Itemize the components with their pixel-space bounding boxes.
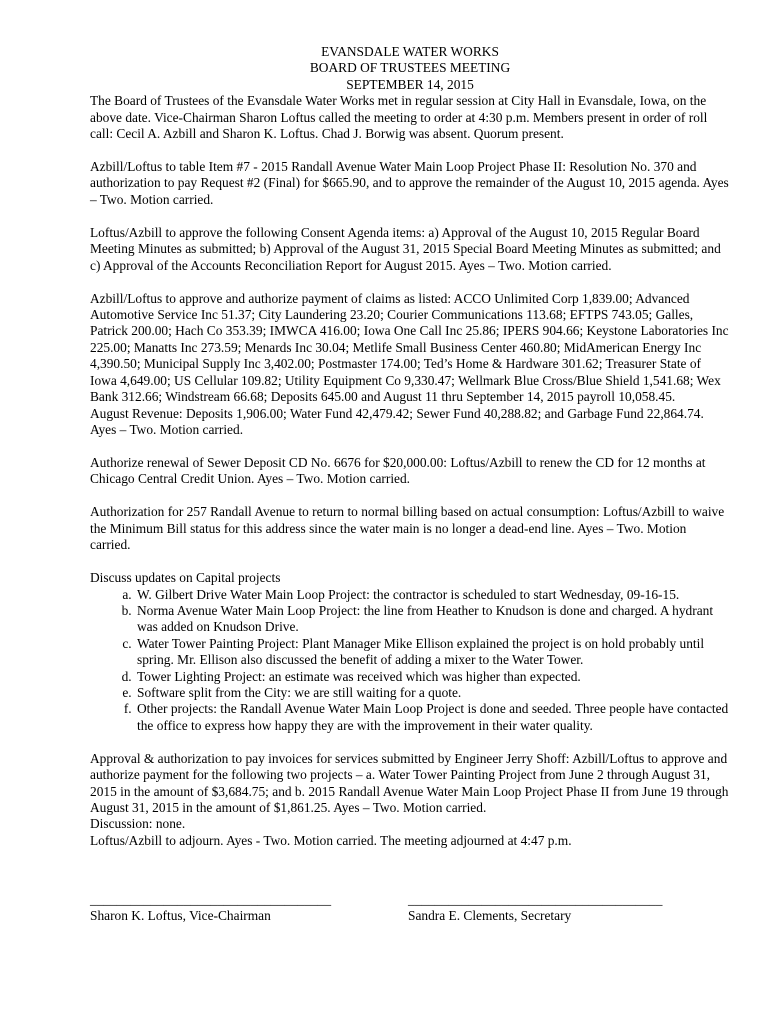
capital-projects-list [90, 587, 730, 735]
list-item: a. W. Gilbert Drive Water Main Loop Project: the contractor is scheduled to start Wednesday, 09-16-15. [135, 587, 730, 603]
claims-paragraph: Azbill/Loftus to approve and authorize payment of claims as listed: ACCO Unlimited Corp 1,839.00; Advanced Automotive Service Inc 51.37; City Laundering 23.20; Courier Communications 113.68; EFTPS 743.05; Galles, Patrick 200.00; Hach Co 353.39; IMWCA 416.00; Iowa One Call Inc 25.86; IPERS 904.66; Keystone Laboratories Inc 225.00; Manatts Inc 273.59; Menards Inc 30.04; Metlife Small Business Center 460.80; MidAmerican Energy Inc 4,390.50; Municipal Supply Inc 3,402.00; Postmaster 174.00; Ted’s Home & Hardware 301.62; Treasurer State of Iowa 4,649.00; US Cellular 109.82; Utility Equipment Co 9,330.47; Wellmark Blue Cross/Blue Shield 1,541.68; Wex Bank 312.66; Windstream 66.68; Deposits 645.00 and August 11 thru September 14, 2015 payroll 10,058.45. [90, 290, 729, 405]
signer-name: Sandra E. Clements, Secretary [408, 908, 572, 924]
signature-line: ______________________________________ [408, 892, 663, 907]
secretary-signature [408, 892, 662, 925]
list-item: b. Norma Avenue Water Main Loop Project: the line from Heather to Knudson is done and charged. A hydrant was added on Knudson Drive. [135, 603, 730, 636]
minutes-document [90, 44, 730, 849]
discussion-paragraph: Discussion: none. [90, 816, 186, 832]
list-item: e. Software split from the City: we are still waiting for a quote. [135, 685, 730, 701]
signature-line: ____________________________________ [90, 892, 332, 907]
document-header [90, 44, 730, 93]
organization-name: EVANSDALE WATER WORKS [321, 44, 499, 59]
meeting-title: BOARD OF TRUSTEES MEETING [309, 60, 511, 76]
vice-chairman-signature [90, 892, 331, 925]
table-item-paragraph: Azbill/Loftus to table Item #7 - 2015 Randall Avenue Water Main Loop Project Phase II: Resolution No. 370 and authorization to pay Request #2 (Final) for $665.90, and to approve the remainder of the August 10, 2015 agenda. Ayes – Two. Motion carried. [90, 159, 729, 207]
capital-projects-heading: Discuss updates on Capital projects [90, 570, 281, 586]
engineer-invoices-paragraph: Approval & authorization to pay invoices for services submitted by Engineer Jerry Shoff: Azbill/Loftus to approve and authorize payment for the following two projects – a. Water Tower Painting Project from June 2 through August 31, 2015 in the amount of $3,684.75; and b. 2015 Randall Avenue Water Main Loop Project Phase II from June 19 through August 31, 2015 in the amount of $1,861.25. Ayes – Two. Motion carried. [90, 750, 729, 815]
intro-paragraph: The Board of Trustees of the Evansdale Water Works met in regular session at City Hall in Evansdale, Iowa, on the above date. Vice-Chairman Sharon Loftus called the meeting to order at 4:30 p.m. Members present in order of roll call: Cecil A. Azbill and Sharon K. Loftus. Chad J. Borwig was absent. Quorum present. [90, 93, 708, 142]
randall-billing-paragraph: Authorization for 257 Randall Avenue to return to normal billing based on actual consumption: Loftus/Azbill to waive the Minimum Bill status for this address since the water main is no longer a dead-end line. Ayes – Two. Motion carried. [90, 504, 725, 553]
cd-renewal-paragraph: Authorize renewal of Sewer Deposit CD No. 6676 for $20,000.00: Loftus/Azbill to renew the CD for 12 months at Chicago Central Credit Union. Ayes – Two. Motion carried. [90, 454, 706, 487]
revenue-paragraph: August Revenue: Deposits 1,906.00; Water Fund 42,479.42; Sewer Fund 40,288.82; and Garbage Fund 22,864.74. Ayes – Two. Motion carried. [90, 405, 704, 437]
signer-name: Sharon K. Loftus, Vice-Chairman [90, 908, 271, 924]
adjourn-paragraph: Loftus/Azbill to adjourn. Ayes - Two. Motion carried. The meeting adjourned at 4:47 p.m. [90, 832, 572, 848]
meeting-date: SEPTEMBER 14, 2015 [346, 76, 474, 92]
consent-agenda-paragraph: Loftus/Azbill to approve the following Consent Agenda items: a) Approval of the August 10, 2015 Regular Board Meeting Minutes as submitted; b) Approval of the August 31, 2015 Special Board Meeting Minutes as submitted; and c) Approval of the Accounts Reconciliation Report for August 2015. Ayes – Two. Motion carried. [90, 224, 721, 273]
list-item: c. Water Tower Painting Project: Plant Manager Mike Ellison explained the project is on hold probably until spring. Mr. Ellison also discussed the benefit of adding a mixer to the Water Tower. [135, 636, 730, 669]
list-item: d. Tower Lighting Project: an estimate was received which was higher than expected. [135, 669, 730, 685]
list-item: f. Other projects: the Randall Avenue Water Main Loop Project is done and seeded. Three people have contacted the office to express how happy they are with the improvement in their water quality. [135, 701, 730, 734]
